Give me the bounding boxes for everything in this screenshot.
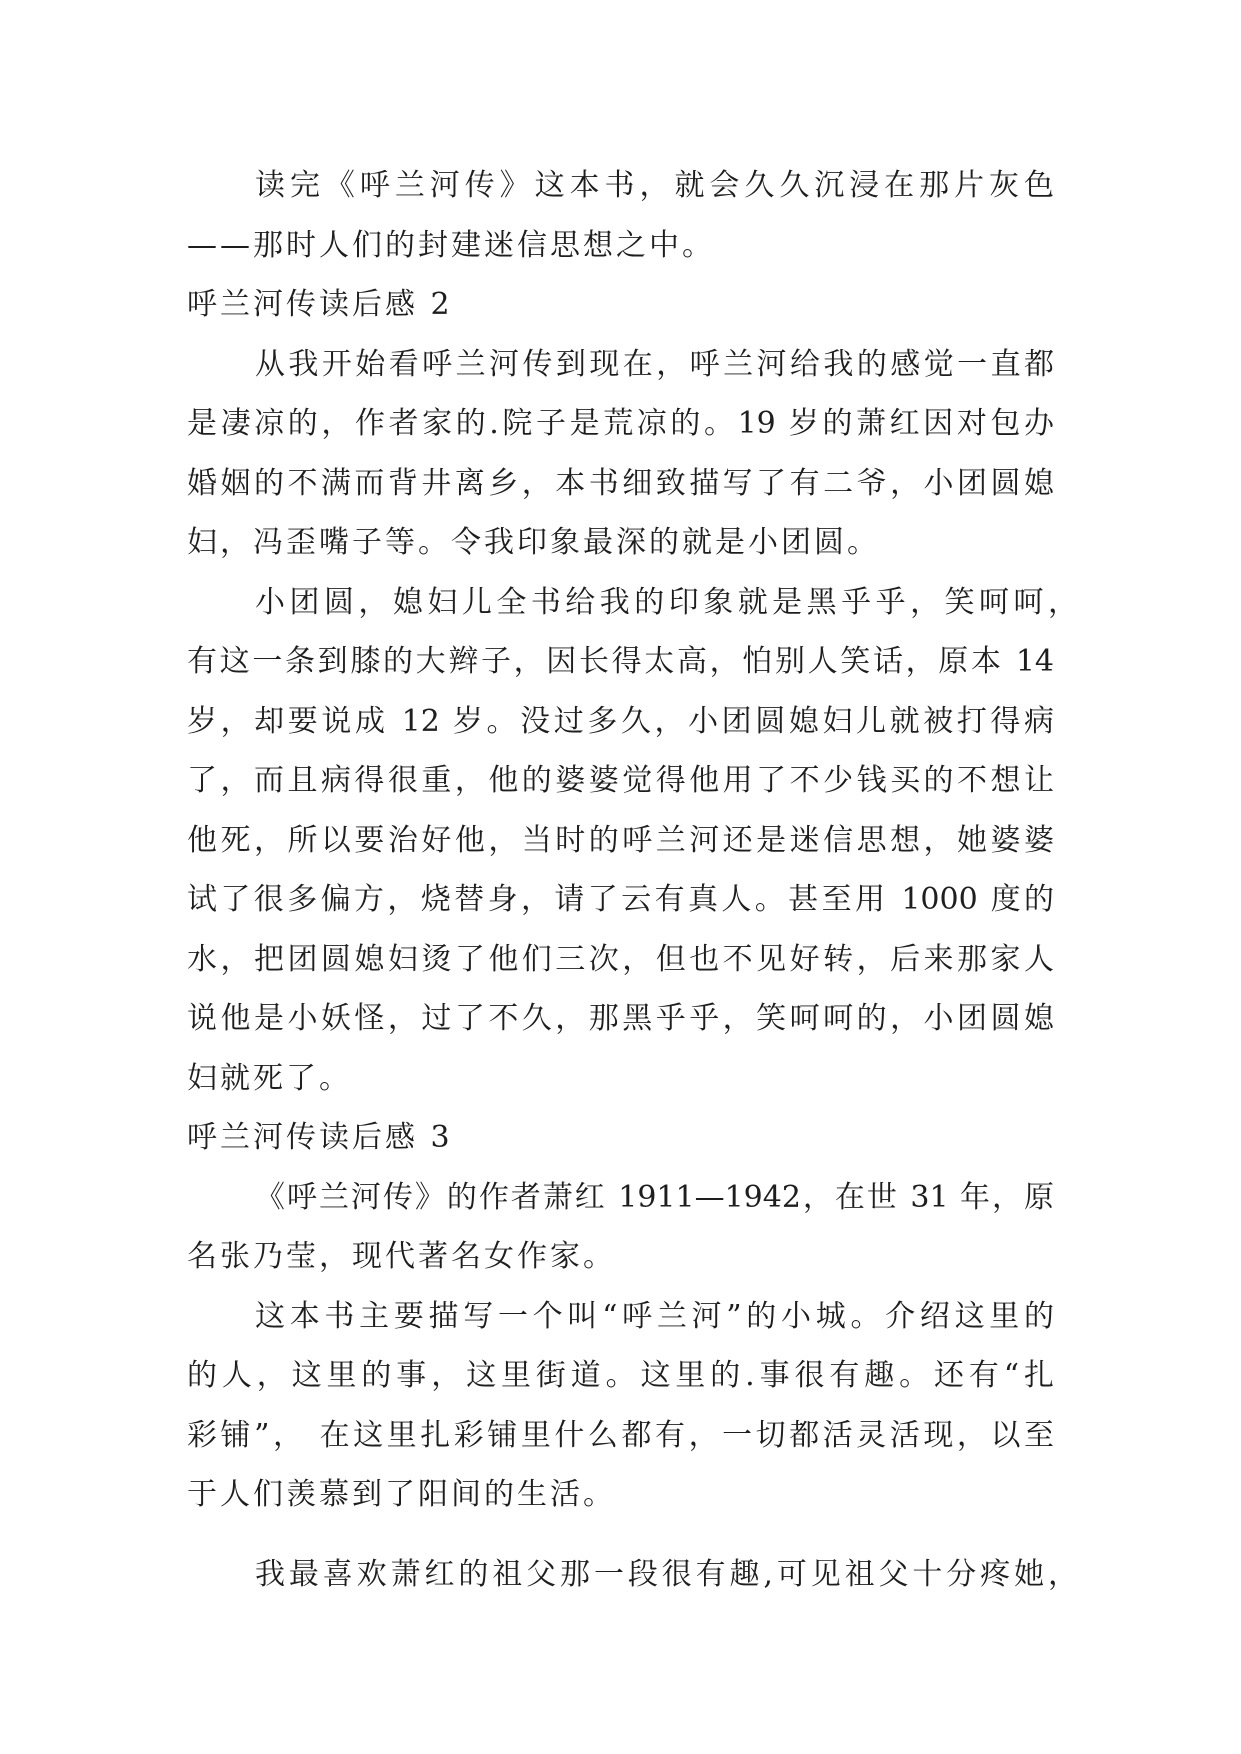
section-heading: 呼兰河传读后感 2	[187, 287, 453, 322]
paragraph-line: 于人们羡慕到了阳间的生活。	[187, 1477, 616, 1512]
paragraph-line: 妇就死了。	[187, 1060, 352, 1096]
paragraph-line: 试了很多偏方，烧替身，请了云有真人。甚至用 1000 度的	[187, 882, 1054, 917]
paragraph	[187, 1545, 1078, 1605]
paragraph-line: 了，而且病得很重，他的婆婆觉得他用了不少钱买的不想让	[187, 763, 1054, 798]
paragraph-line: 婚姻的不满而背井离乡，本书细致描写了有二爷，小团圆媳	[187, 465, 1054, 501]
paragraph-line: 小团圆，媳妇儿全书给我的印象就是黑乎乎，笑呵呵，	[255, 584, 1078, 620]
paragraph-line: 《呼兰河传》的作者萧红 1911—1942，在世 31 年，原	[255, 1179, 1054, 1215]
paragraph	[187, 156, 1054, 275]
paragraph-line: 是凄凉的，作者家的.院子是荒凉的。19 岁的萧红因对包办	[187, 406, 1054, 441]
document-body	[187, 156, 1078, 1604]
paragraph-line: 说他是小妖怪，过了不久，那黑乎乎，笑呵呵的，小团圆媳	[187, 1001, 1054, 1036]
paragraph	[187, 335, 1054, 573]
paragraph-line: 这本书主要描写一个叫“呼兰河”的小城。介绍这里的	[255, 1298, 1054, 1334]
paragraph-line: 从我开始看呼兰河传到现在，呼兰河给我的感觉一直都	[255, 346, 1054, 382]
paragraph-line: 水，把团圆媳妇烫了他们三次，但也不见好转，后来那家人	[187, 941, 1054, 977]
section-heading: 呼兰河传读后感 3	[187, 1120, 453, 1155]
paragraph	[187, 573, 1078, 1109]
paragraph-line: ——那时人们的封建迷信思想之中。	[187, 227, 715, 263]
paragraph-line: 岁，却要说成 12 岁。没过多久，小团圆媳妇儿就被打得病	[187, 703, 1054, 739]
paragraph-line: 彩铺”， 在这里扎彩铺里什么都有，一切都活灵活现，以至	[187, 1417, 1054, 1453]
paragraph-line: 有这一条到膝的大辫子，因长得太高，怕别人笑话，原本 14	[187, 644, 1054, 679]
paragraph-line: 他死，所以要治好他，当时的呼兰河还是迷信思想，她婆婆	[187, 822, 1054, 858]
paragraph	[187, 1168, 1054, 1287]
paragraph-line: 的人，这里的事，这里街道。这里的.事很有趣。还有“扎	[187, 1358, 1054, 1393]
paragraph	[187, 1287, 1054, 1525]
paragraph-line: 妇，冯歪嘴子等。令我印象最深的就是小团圆。	[187, 525, 880, 560]
paragraph-line: 名张乃莹，现代著名女作家。	[187, 1239, 616, 1274]
paragraph-line: 我最喜欢萧红的祖父那一段很有趣,可见祖父十分疼她，	[255, 1556, 1078, 1592]
paragraph-line: 读完《呼兰河传》这本书，就会久久沉浸在那片灰色	[255, 168, 1054, 203]
